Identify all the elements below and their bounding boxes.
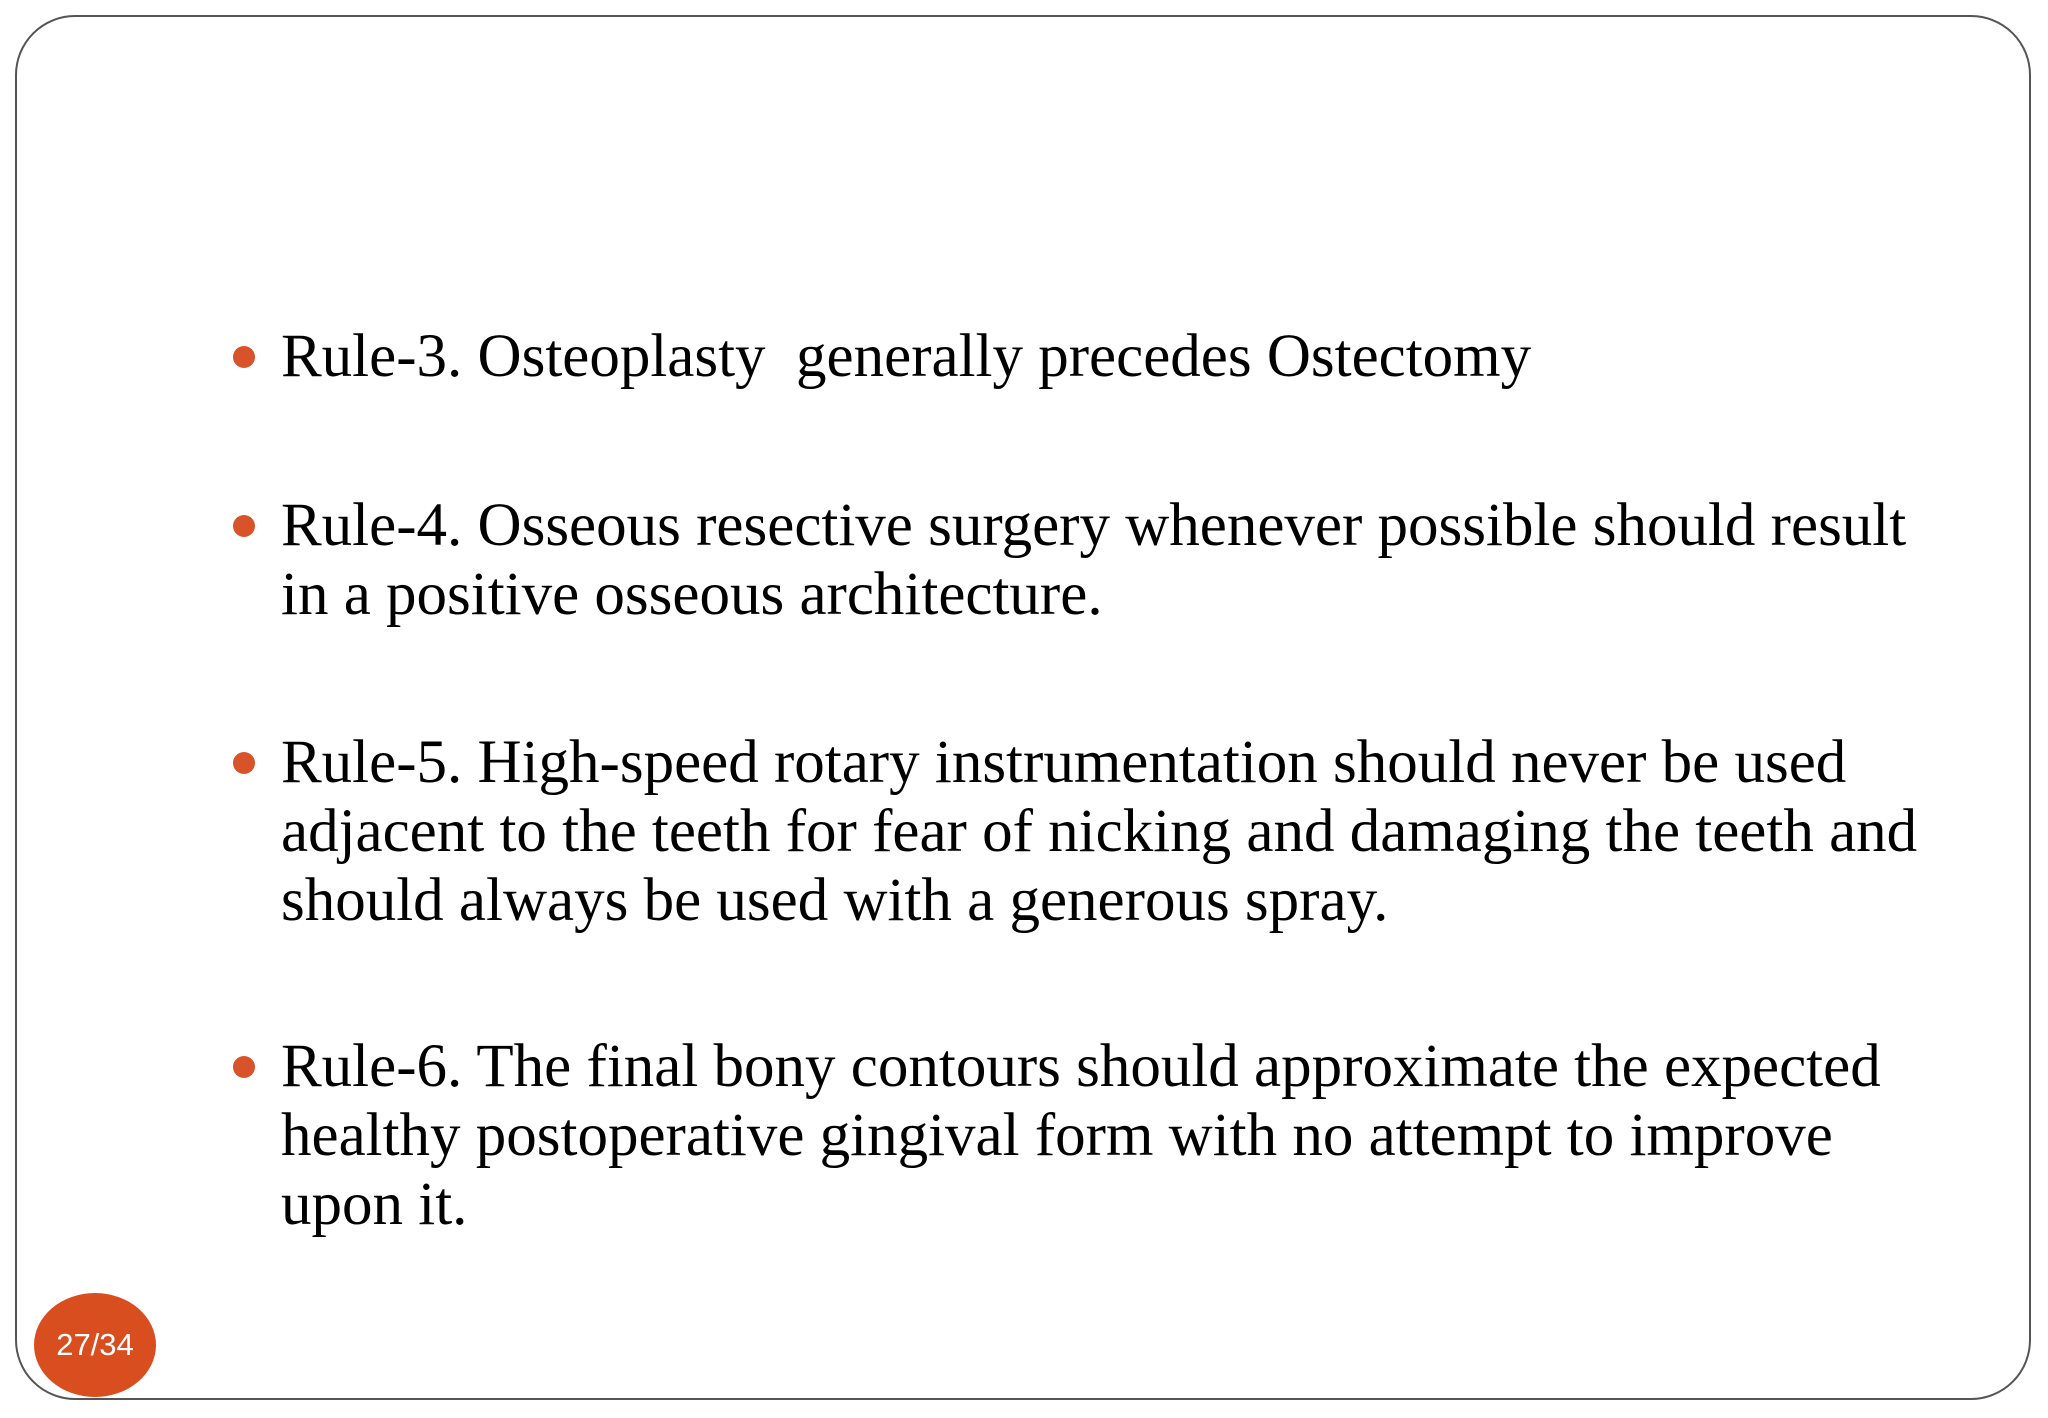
bullet-text: Rule-5. High-speed rotary instrumentation should never be used adjacent to the teeth for fear of nicking and damaging the teeth and should always be used with a generous spray. xyxy=(281,729,1918,934)
bullet-dot-icon xyxy=(233,1056,255,1078)
bullet-list xyxy=(17,17,2029,1398)
bullet-text: Rule-3. Osteoplasty generally precedes Ostectomy xyxy=(281,323,1532,390)
bullet-dot-icon xyxy=(233,515,255,537)
list-item-rule-3 xyxy=(281,322,1941,391)
bullet-text: Rule-4. Osseous resective surgery whenever possible should result in a positive osseous architecture. xyxy=(281,492,1907,628)
bullet-text: Rule-6. The final bony contours should approximate the expected healthy postoperative gingival form with no attempt to improve upon it. xyxy=(281,1033,1881,1238)
slide xyxy=(15,15,2031,1400)
list-item-rule-6 xyxy=(281,1032,1941,1239)
bullet-dot-icon xyxy=(233,752,255,774)
page-number-badge: 27/34 xyxy=(34,1293,156,1397)
list-item-rule-4 xyxy=(281,491,1941,629)
list-item-rule-5 xyxy=(281,728,1941,935)
bullet-dot-icon xyxy=(233,346,255,368)
